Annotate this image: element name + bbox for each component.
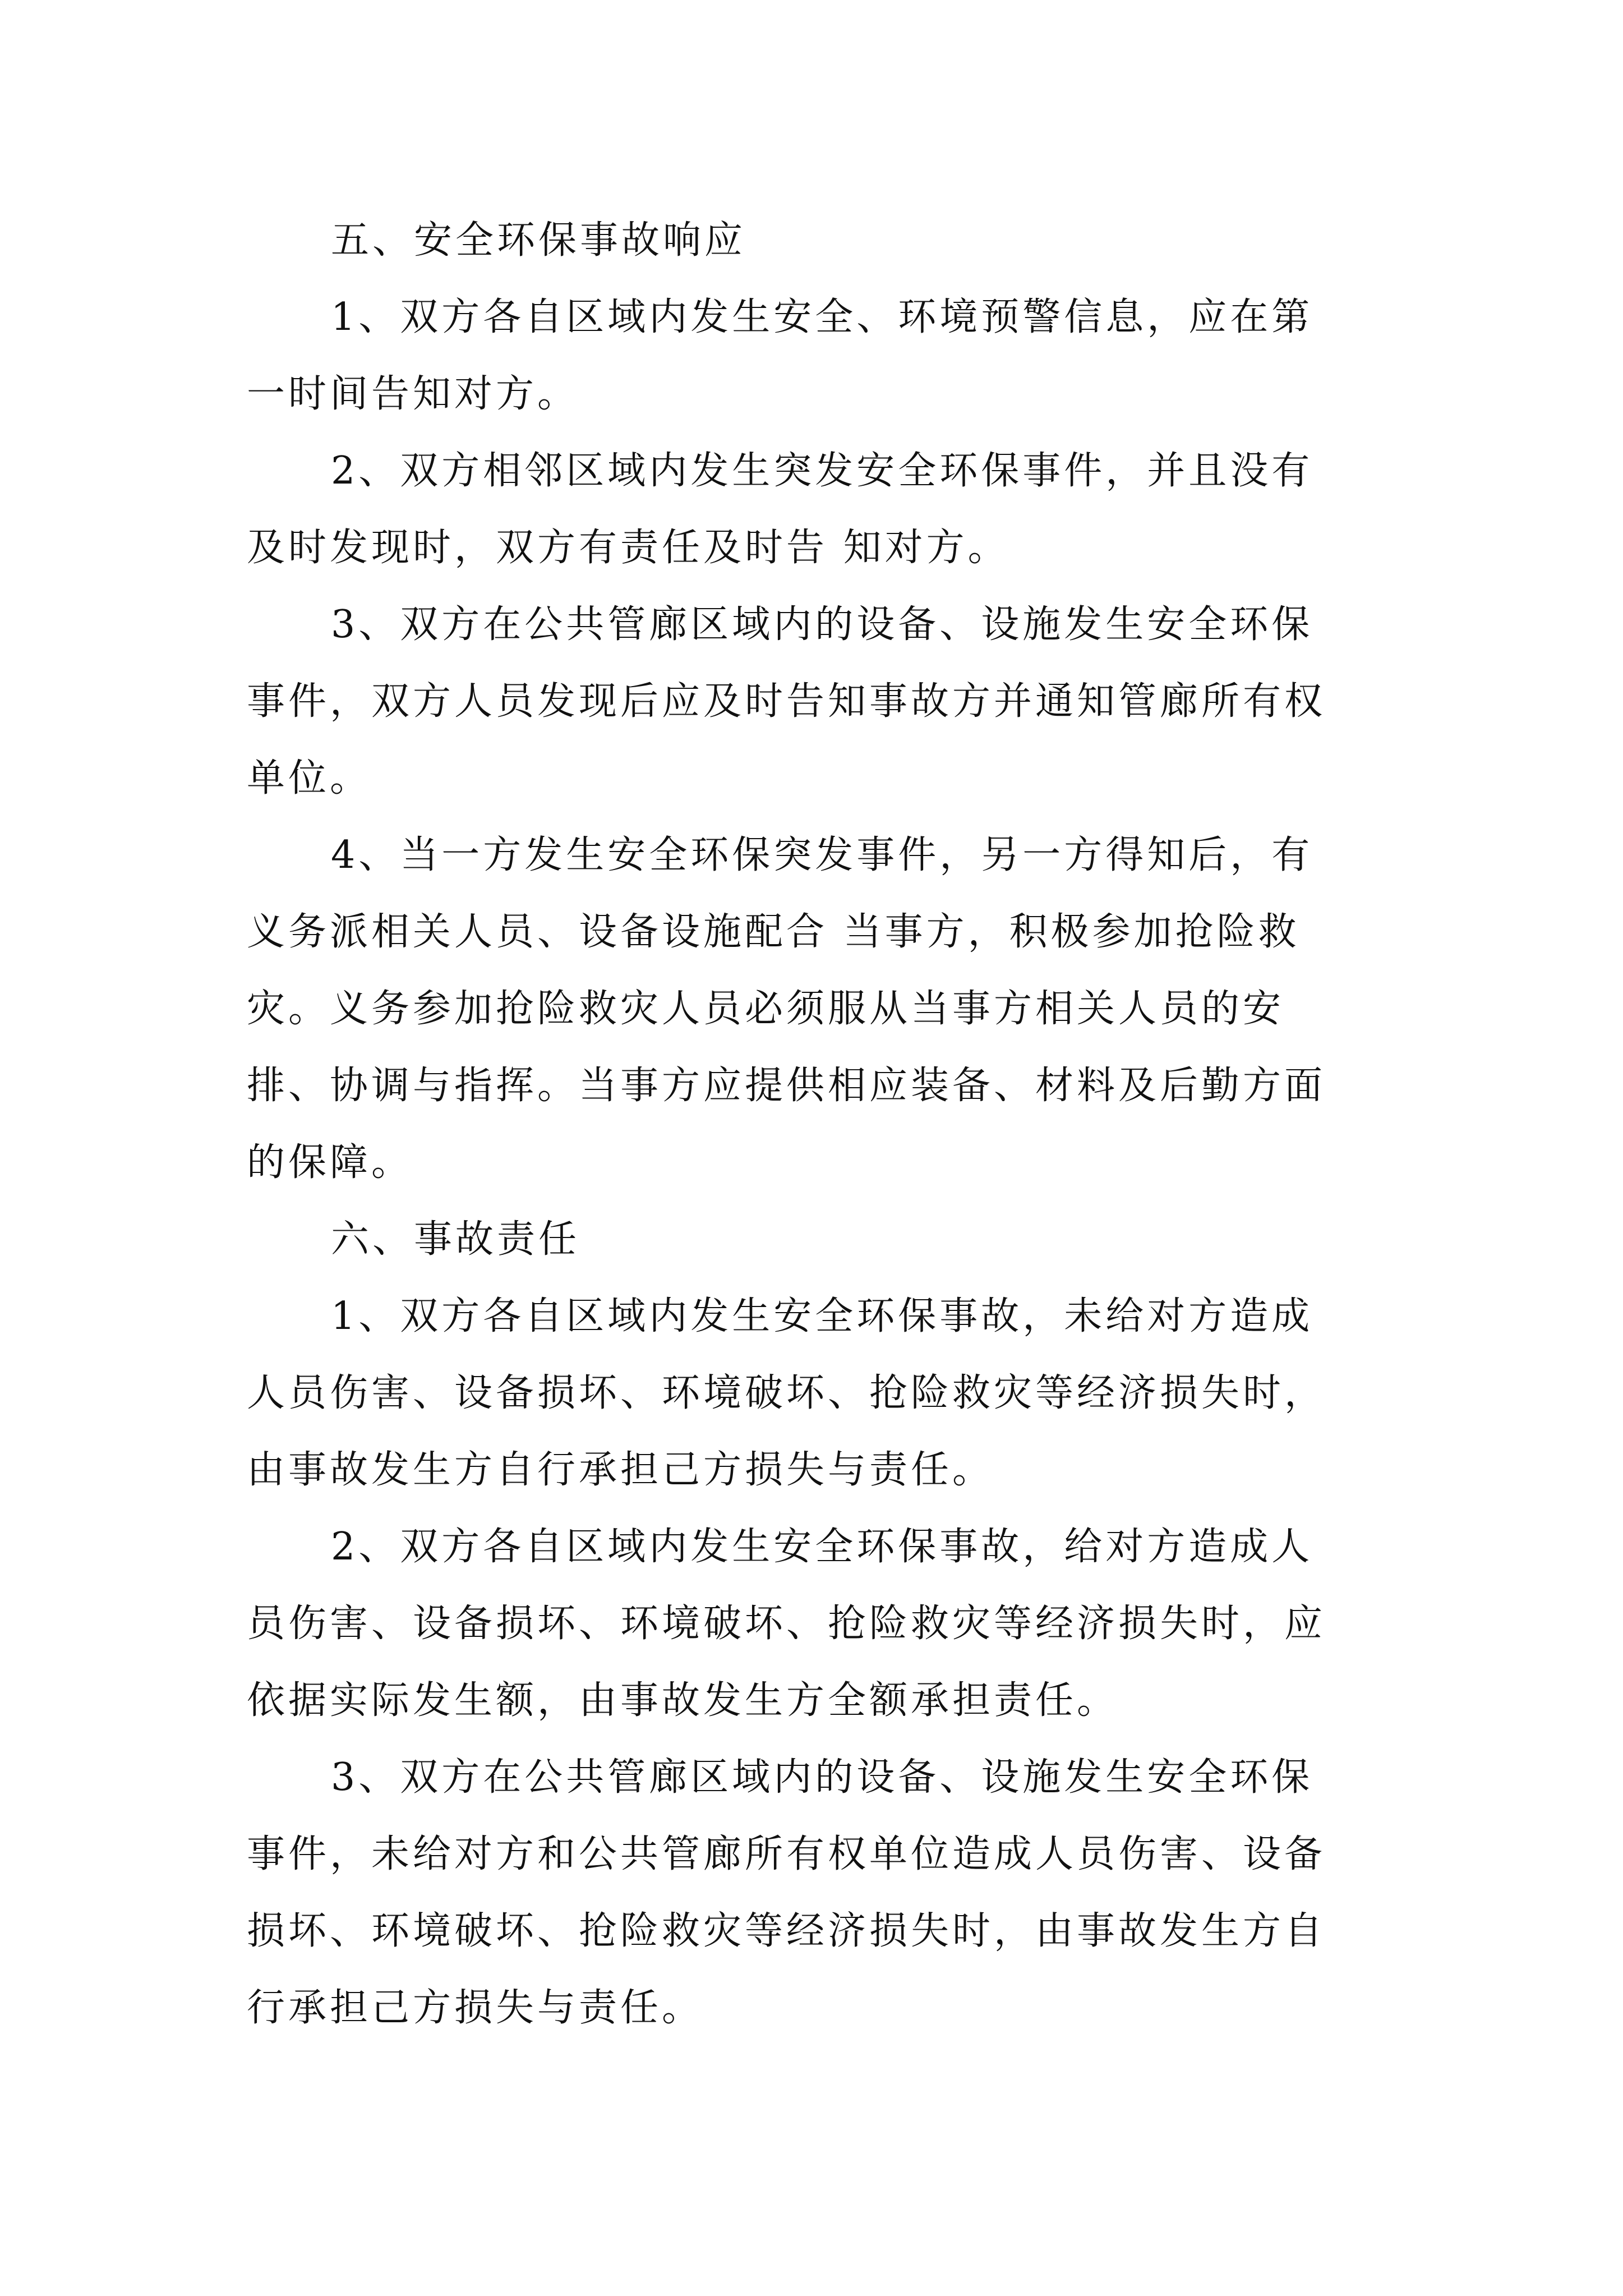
paragraph-line: 由事故发生方自行承担己方损失与责任。 (247, 1448, 994, 1492)
paragraph-line: 的保障。 (247, 1140, 413, 1185)
paragraph-line: 1、双方各自区域内发生安全、环境预警信息，应在第 (331, 295, 1313, 339)
section-heading-five: 五、安全环保事故响应 (331, 218, 746, 263)
paragraph-line: 依据实际发生额，由事故发生方全额承担责任。 (247, 1678, 1119, 1723)
paragraph-line: 人员伤害、设备损坏、环境破坏、抢险救灾等经济损失时， (247, 1371, 1326, 1415)
paragraph-line: 事件，双方人员发现后应及时告知事故方并通知管廊所有权 (247, 679, 1326, 724)
paragraph-line: 2、双方各自区域内发生安全环保事故，给对方造成人 (331, 1525, 1313, 1569)
paragraph-line: 1、双方各自区域内发生安全环保事故，未给对方造成 (331, 1294, 1313, 1338)
paragraph-line: 员伤害、设备损坏、环境破坏、抢险救灾等经济损失时，应 (247, 1602, 1326, 1646)
paragraph-line: 事件，未给对方和公共管廊所有权单位造成人员伤害、设备 (247, 1832, 1326, 1876)
paragraph-line: 3、双方在公共管廊区域内的设备、设施发生安全环保 (331, 1755, 1313, 1800)
paragraph-line: 排、协调与指挥。当事方应提供相应装备、材料及后勤方面 (247, 1064, 1326, 1108)
paragraph-line: 单位。 (247, 756, 372, 800)
paragraph-line: 3、双方在公共管廊区域内的设备、设施发生安全环保 (331, 602, 1313, 647)
paragraph-line: 4、当一方发生安全环保突发事件，另一方得知后，有 (331, 833, 1313, 877)
paragraph-line: 损坏、环境破坏、抢险救灾等经济损失时，由事故发生方自 (247, 1909, 1326, 1953)
paragraph-line: 2、双方相邻区域内发生突发安全环保事件，并且没有 (331, 449, 1313, 493)
section-heading-six: 六、事故责任 (331, 1217, 580, 1262)
paragraph-line: 灾。义务参加抢险救灾人员必须服从当事方相关人员的安 (247, 987, 1285, 1031)
paragraph-line: 义务派相关人员、设备设施配合 当事方，积极参加抢险救 (247, 910, 1300, 954)
paragraph-line: 及时发现时，双方有责任及时告 知对方。 (247, 526, 1009, 570)
paragraph-line: 行承担己方损失与责任。 (247, 1986, 704, 2030)
document-body (247, 202, 1396, 2046)
paragraph-line: 一时间告知对方。 (247, 372, 579, 416)
